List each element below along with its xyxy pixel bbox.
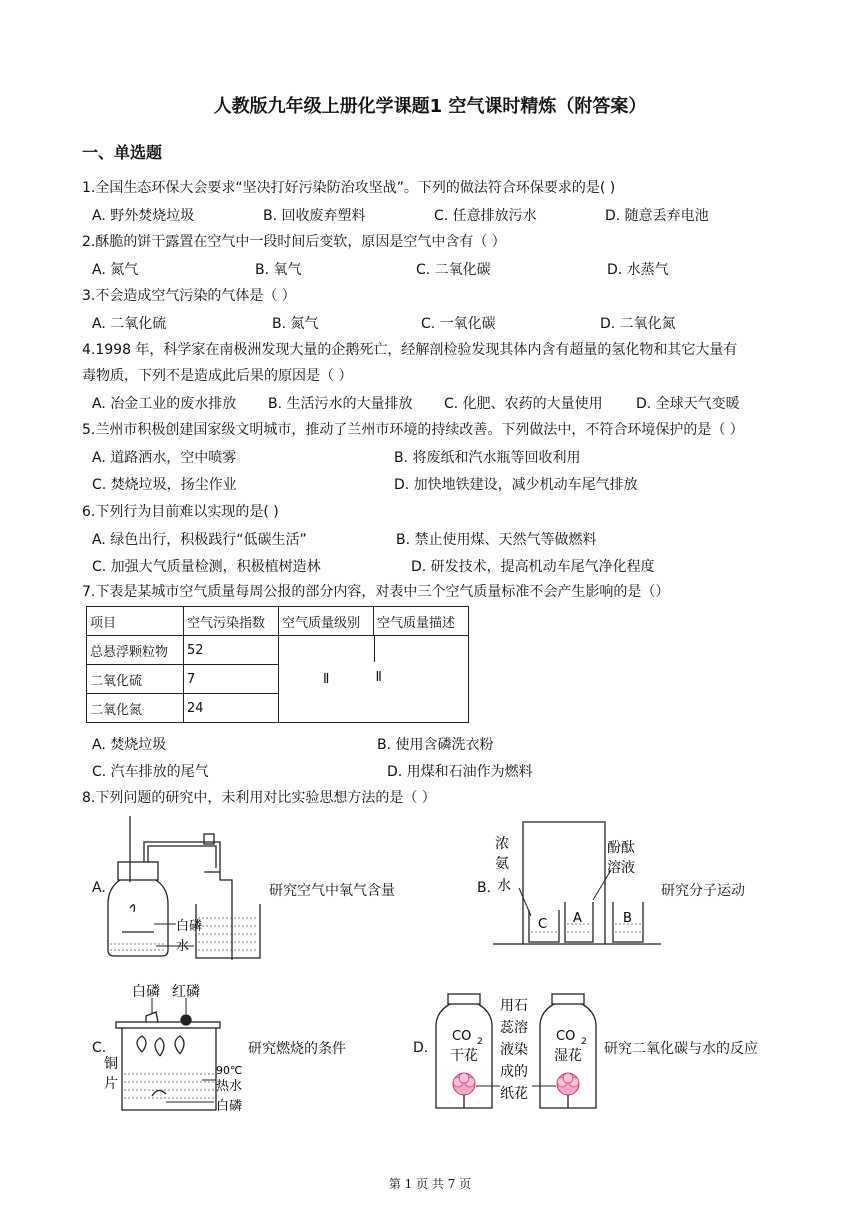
- q3-option-c[interactable]: C. 一氧化碳: [421, 316, 496, 332]
- q5-option-a[interactable]: A. 道路洒水，空中喷雾: [92, 450, 237, 466]
- table-header-cell: 项目: [87, 607, 184, 636]
- figure-b-label-1: 浓: [495, 836, 509, 852]
- question-6-stem: 6.下列行为目前难以实现的是( ): [82, 504, 279, 520]
- q1-option-d[interactable]: D. 随意丢弃电池: [605, 208, 709, 224]
- figure-c-apparatus: [102, 978, 252, 1120]
- table-cell: 7: [184, 665, 279, 694]
- table-description-value: Ⅱ: [375, 670, 382, 685]
- figure-b-caption: 研究分子运动: [661, 883, 745, 899]
- q8-option-c[interactable]: C.: [92, 1040, 107, 1056]
- figure-d-mid-4: 成的: [500, 1064, 528, 1080]
- q7-option-a[interactable]: A. 焚烧垃圾: [92, 737, 167, 753]
- air-quality-table: [86, 606, 469, 723]
- question-4-stem: 4.1998 年，科学家在南极洲发现大量的企鹅死亡，经解剖检验发现其体内含有超量的氢化物和其它大量有: [82, 342, 738, 358]
- q6-option-a[interactable]: A. 绿色出行，积极践行“低碳生活”: [92, 532, 307, 548]
- q4-option-c[interactable]: C. 化肥、农药的大量使用: [444, 396, 603, 412]
- question-8-stem: 8.下列问题的研究中，未利用对比实验思想方法的是（ ）: [82, 790, 436, 806]
- q8-option-b[interactable]: B.: [477, 880, 492, 896]
- figure-d-jar-2-subscript: 2: [581, 1037, 587, 1047]
- question-5-stem: 5.兰州市积极创建国家级文明城市，推动了兰州市环境的持续改善。下列做法中，不符合环境保护的是（ ）: [82, 422, 744, 438]
- figure-a-label-1: 白磷: [176, 919, 203, 934]
- figure-a-label-2: 水: [176, 939, 190, 954]
- figure-d-mid-3: 液染: [500, 1042, 528, 1058]
- figure-b-beaker-2: A: [573, 911, 582, 926]
- table-cell: 总悬浮颗粒物: [87, 636, 184, 665]
- question-3-stem: 3.不会造成空气污染的气体是（ ）: [82, 288, 296, 304]
- page-footer: 第 1 页 共 7 页: [388, 1177, 472, 1191]
- q6-option-c[interactable]: C. 加强大气质量检测，积极植树造林: [92, 559, 321, 575]
- figure-c-label-2: 红磷: [172, 984, 200, 1000]
- figure-c-label-3: 铜: [104, 1056, 118, 1072]
- figure-d-jar-1-gas: CO: [452, 1029, 472, 1044]
- q7-option-d[interactable]: D. 用煤和石油作为燃料: [387, 764, 533, 780]
- figure-c-label-6: 热水: [216, 1079, 243, 1094]
- table-header-row: [87, 607, 469, 636]
- table-cell: 52: [184, 636, 279, 665]
- q4-option-d[interactable]: D. 全球天气变暖: [636, 396, 740, 412]
- figure-b-label-4: 酚酞: [607, 840, 635, 856]
- question-7-stem: 7.下表是某城市空气质量每周公报的部分内容，对表中三个空气质量标准不会产生影响的是（）: [82, 584, 670, 600]
- q5-option-c[interactable]: C. 焚烧垃圾，扬尘作业: [92, 477, 237, 493]
- q6-option-d[interactable]: D. 研发技术，提高机动车尾气净化程度: [411, 559, 655, 575]
- table-header-cell: 空气污染指数: [184, 607, 279, 636]
- figure-a-caption: 研究空气中氧气含量: [269, 883, 395, 899]
- q4-option-a[interactable]: A. 冶金工业的废水排放: [92, 396, 237, 412]
- figure-d-jar-2-text: 湿花: [554, 1048, 582, 1064]
- figure-d-caption: 研究二氧化碳与水的反应: [604, 1041, 758, 1057]
- q1-option-a[interactable]: A. 野外焚烧垃圾: [92, 208, 195, 224]
- q2-option-d[interactable]: D. 水蒸气: [607, 262, 669, 278]
- figure-c-caption: 研究燃烧的条件: [248, 1041, 346, 1057]
- document-title: 人教版九年级上册化学课题1 空气课时精炼（附答案）: [213, 96, 647, 117]
- q4-option-b[interactable]: B. 生活污水的大量排放: [268, 396, 413, 412]
- figure-c-label-1: 白磷: [132, 984, 160, 1000]
- q2-option-c[interactable]: C. 二氧化碳: [416, 262, 491, 278]
- question-1-stem: 1.全国生态环保大会要求“坚决打好污染防治攻坚战”。下列的做法符合环保要求的是( ): [82, 180, 616, 196]
- q1-option-b[interactable]: B. 回收废弃塑料: [263, 208, 366, 224]
- figure-d-mid-1: 用石: [500, 998, 528, 1014]
- figure-b-beaker-1: C: [538, 917, 548, 932]
- figure-d-jar-2-gas: CO: [556, 1029, 576, 1044]
- figure-b-label-5: 溶液: [607, 860, 635, 876]
- figure-c-label-5: 90℃: [216, 1064, 243, 1077]
- q7-option-b[interactable]: B. 使用含磷洗衣粉: [377, 737, 494, 753]
- q3-option-a[interactable]: A. 二氧化硫: [92, 316, 167, 332]
- table-partial-divider: [374, 636, 375, 662]
- figure-d-apparatus: [432, 990, 602, 1116]
- table-header-cell: 空气质量级别: [279, 607, 374, 636]
- section-heading: 一、单选题: [82, 143, 163, 162]
- q2-option-b[interactable]: B. 氧气: [255, 262, 302, 278]
- q2-option-a[interactable]: A. 氮气: [92, 262, 139, 278]
- figure-d-mid-2: 蕊溶: [500, 1020, 528, 1036]
- question-4-stem-cont: 毒物质，下列不是造成此后果的原因是（ ）: [82, 368, 353, 384]
- figure-b-label-2: 氨: [495, 856, 509, 872]
- q7-option-c[interactable]: C. 汽车排放的尾气: [92, 764, 209, 780]
- flower-icon: [453, 1073, 475, 1095]
- q6-option-b[interactable]: B. 禁止使用煤、天然气等做燃料: [396, 532, 597, 548]
- table-row: [87, 636, 469, 665]
- q5-option-d[interactable]: D. 加快地铁建设，减少机动车尾气排放: [394, 477, 638, 493]
- q3-option-b[interactable]: B. 氮气: [272, 316, 319, 332]
- table-cell: 二氧化硫: [87, 665, 184, 694]
- figure-d-jar-1-text: 干花: [450, 1048, 478, 1064]
- table-level-cell: Ⅱ: [279, 636, 374, 723]
- figure-c-label-4: 片: [104, 1076, 118, 1092]
- q1-option-c[interactable]: C. 任意排放污水: [434, 208, 537, 224]
- question-2-stem: 2.酥脆的饼干露置在空气中一段时间后变软，原因是空气中含有（ ）: [82, 234, 506, 250]
- figure-b-apparatus: [493, 820, 663, 950]
- q8-option-a[interactable]: A.: [92, 880, 106, 896]
- table-header-cell: 空气质量描述: [374, 607, 469, 636]
- flower-icon: [557, 1073, 579, 1095]
- figure-a-apparatus: [100, 812, 270, 962]
- figure-b-beaker-3: B: [623, 911, 632, 926]
- q8-option-d[interactable]: D.: [413, 1040, 429, 1056]
- table-cell: 24: [184, 694, 279, 723]
- q5-option-b[interactable]: B. 将废纸和汽水瓶等回收利用: [394, 450, 581, 466]
- table-description-cell: [374, 636, 469, 723]
- figure-c-label-7: 白磷: [216, 1099, 243, 1114]
- table-cell: 二氧化氮: [87, 694, 184, 723]
- q3-option-d[interactable]: D. 二氧化氮: [600, 316, 676, 332]
- figure-b-label-3: 水: [497, 878, 511, 894]
- figure-d-mid-5: 纸花: [500, 1086, 528, 1102]
- figure-d-jar-1-subscript: 2: [477, 1037, 483, 1047]
